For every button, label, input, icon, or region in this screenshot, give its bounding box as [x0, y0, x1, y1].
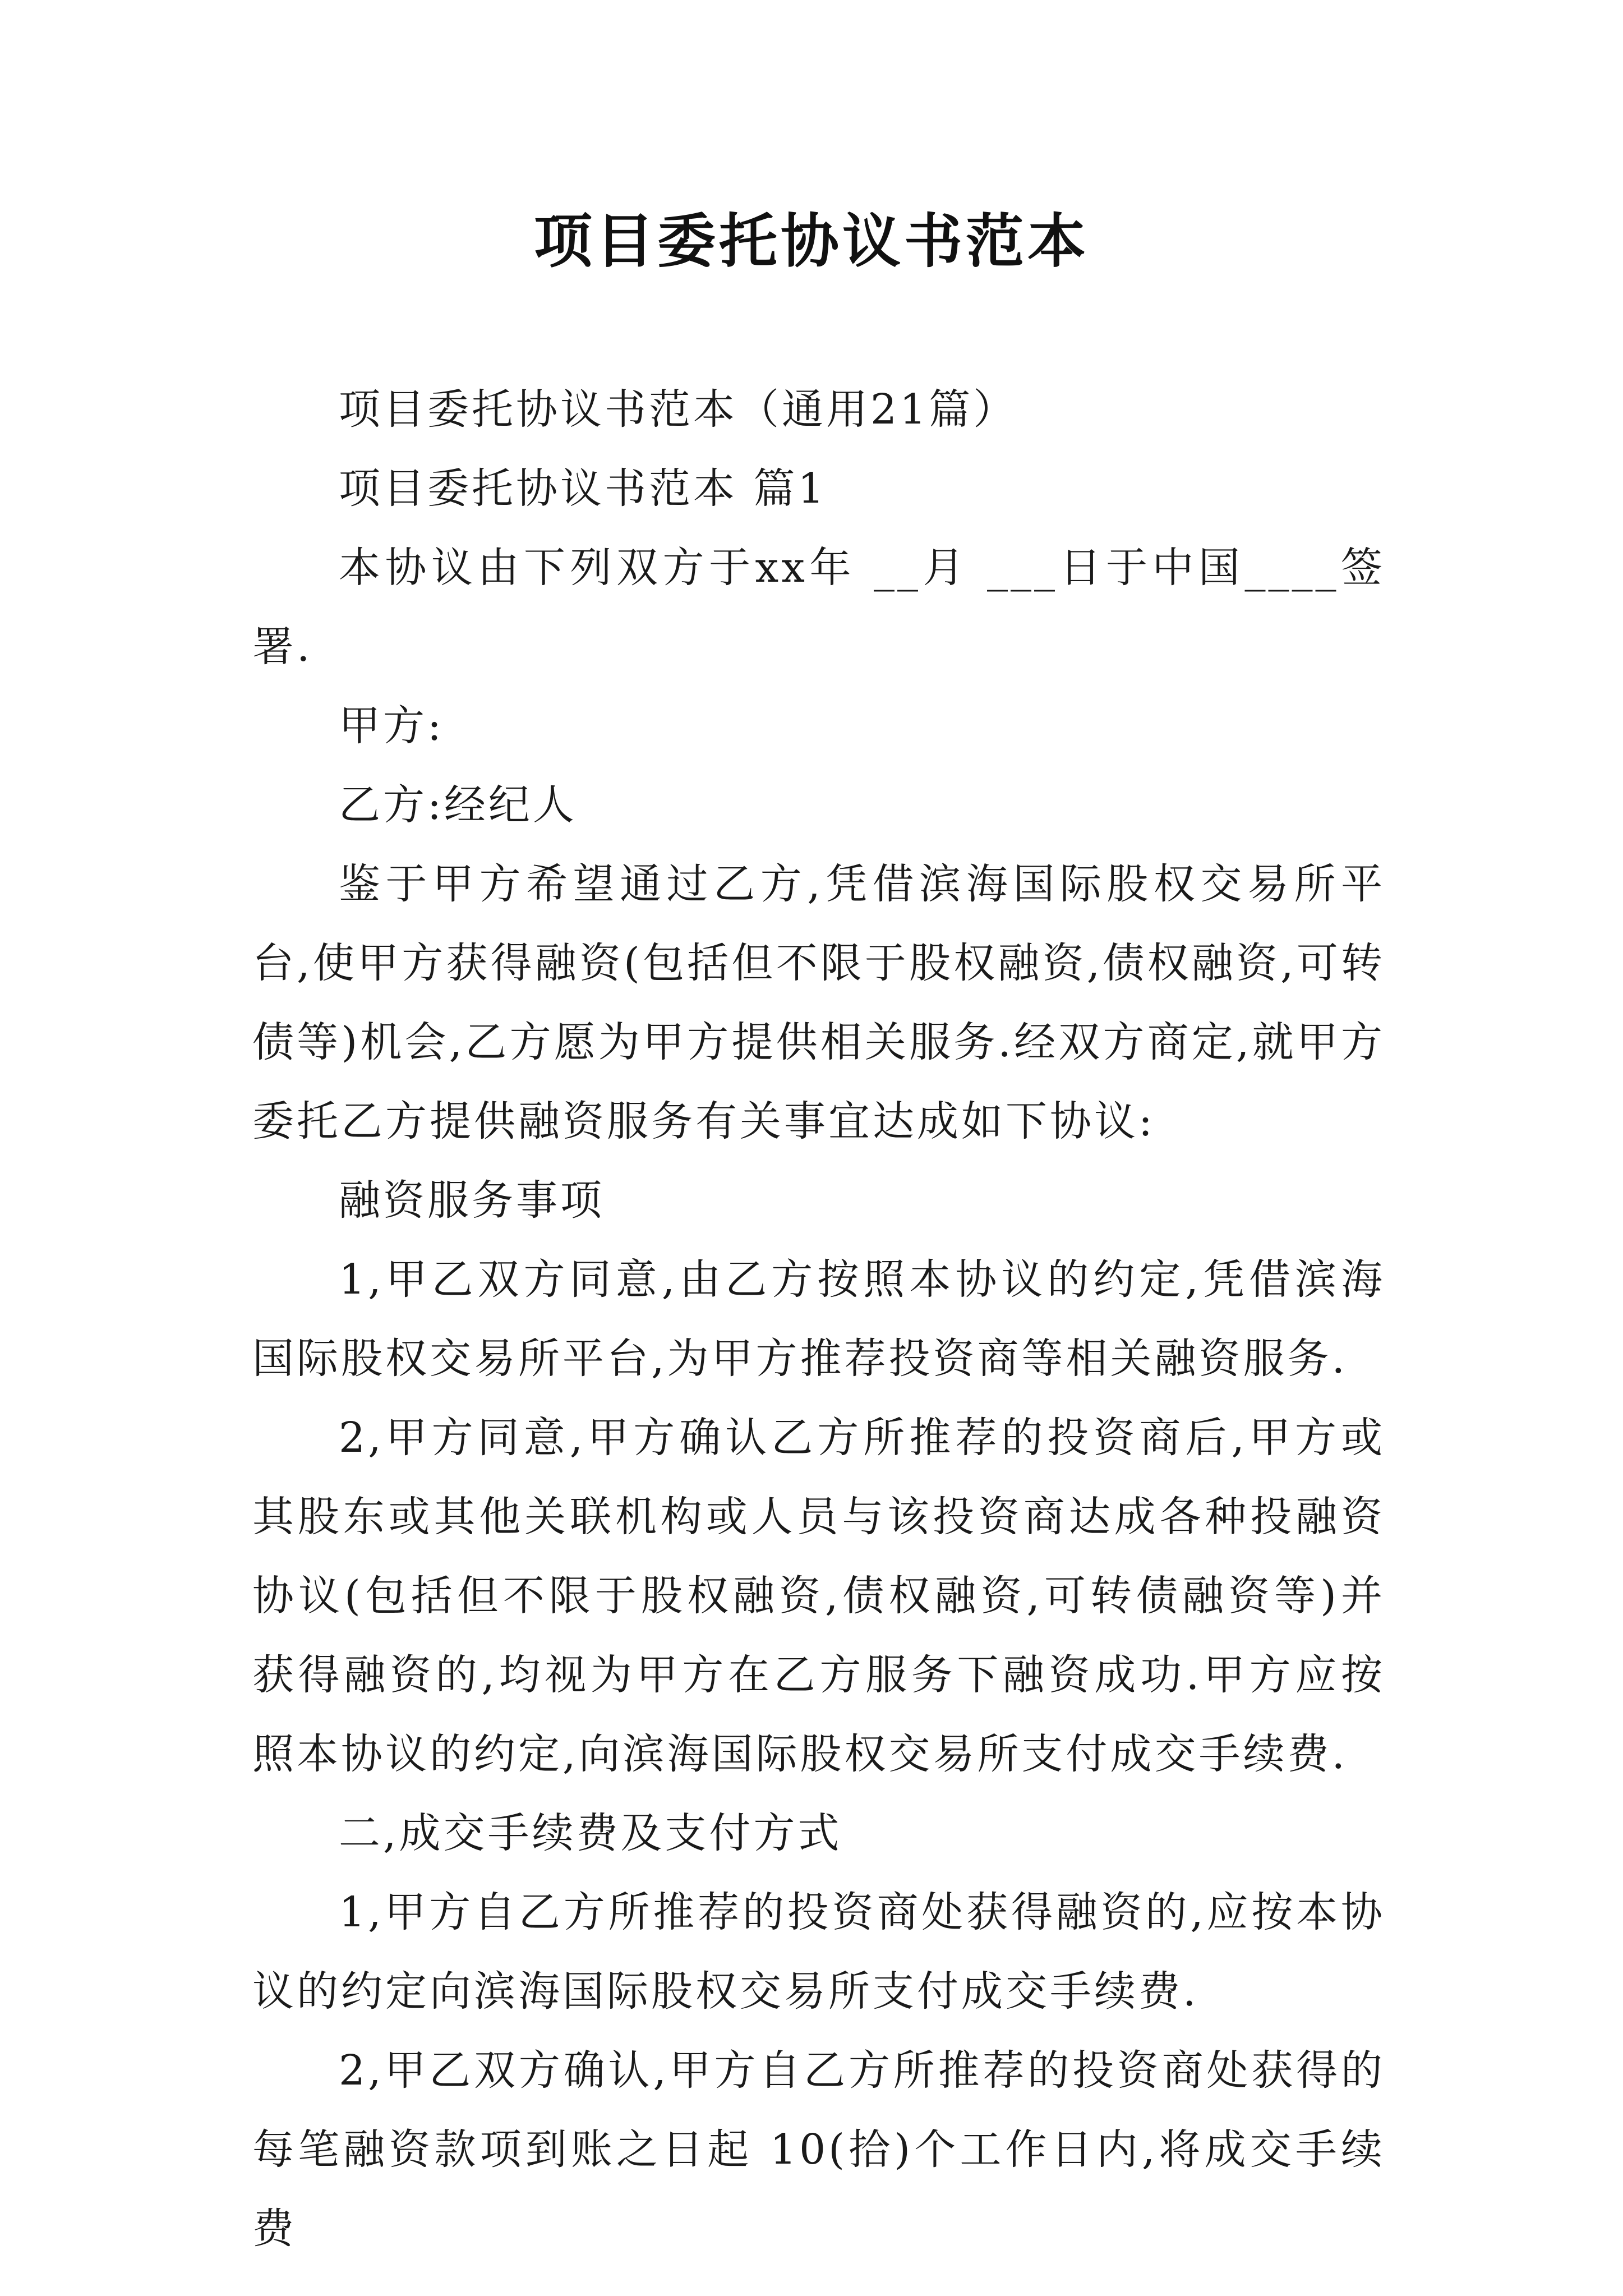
paragraph-party-b: 乙方:经纪人 [339, 781, 577, 829]
paragraph-subtitle: 项目委托协议书范本（通用21篇） [339, 385, 1018, 434]
paragraph-heading-fees: 二,成交手续费及支付方式 [339, 1809, 842, 1857]
paragraph-clause: 2,甲乙双方确认,甲方自乙方所推荐的投资商处获得的每笔融资款项到账之日起 10(拾)个工作日内,将成交手续费 [252, 2046, 1385, 2253]
paragraph-section-heading: 项目委托协议书范本 篇1 [339, 464, 827, 513]
paragraph-clause: 1,甲方自乙方所推荐的投资商处获得融资的,应按本协议的约定向滨海国际股权交易所支付成交手续费. [252, 1888, 1385, 2016]
paragraph-party-a: 甲方: [339, 702, 444, 750]
document-body [252, 370, 1385, 2269]
document-title: 项目委托协议书范本 [533, 207, 1089, 275]
paragraph-clause: 1,甲乙双方同意,由乙方按照本协议的约定,凭借滨海国际股权交易所平台,为甲方推荐投资商等相关融资服务. [252, 1255, 1385, 1383]
paragraph-preamble: 鉴于甲方希望通过乙方,凭借滨海国际股权交易所平台,使甲方获得融资(包括但不限于股权融资,债权融资,可转债等)机会,乙方愿为甲方提供相关服务.经双方商定,就甲方委托乙方提供融资服务有关事宜达成如下协议: [252, 860, 1385, 1145]
paragraph-signing-statement: 本协议由下列双方于xx年 __月 ___日于中国____签署. [252, 544, 1385, 671]
paragraph-clause: 2,甲方同意,甲方确认乙方所推荐的投资商后,甲方或其股东或其他关联机构或人员与该投资商达成各种投融资协议(包括但不限于股权融资,债权融资,可转债融资等)并获得融资的,均视为甲方在乙方服务下融资成功.甲方应按照本协议的约定,向滨海国际股权交易所支付成交手续费. [252, 1414, 1385, 1778]
paragraph-heading-services: 融资服务事项 [339, 1176, 605, 1225]
